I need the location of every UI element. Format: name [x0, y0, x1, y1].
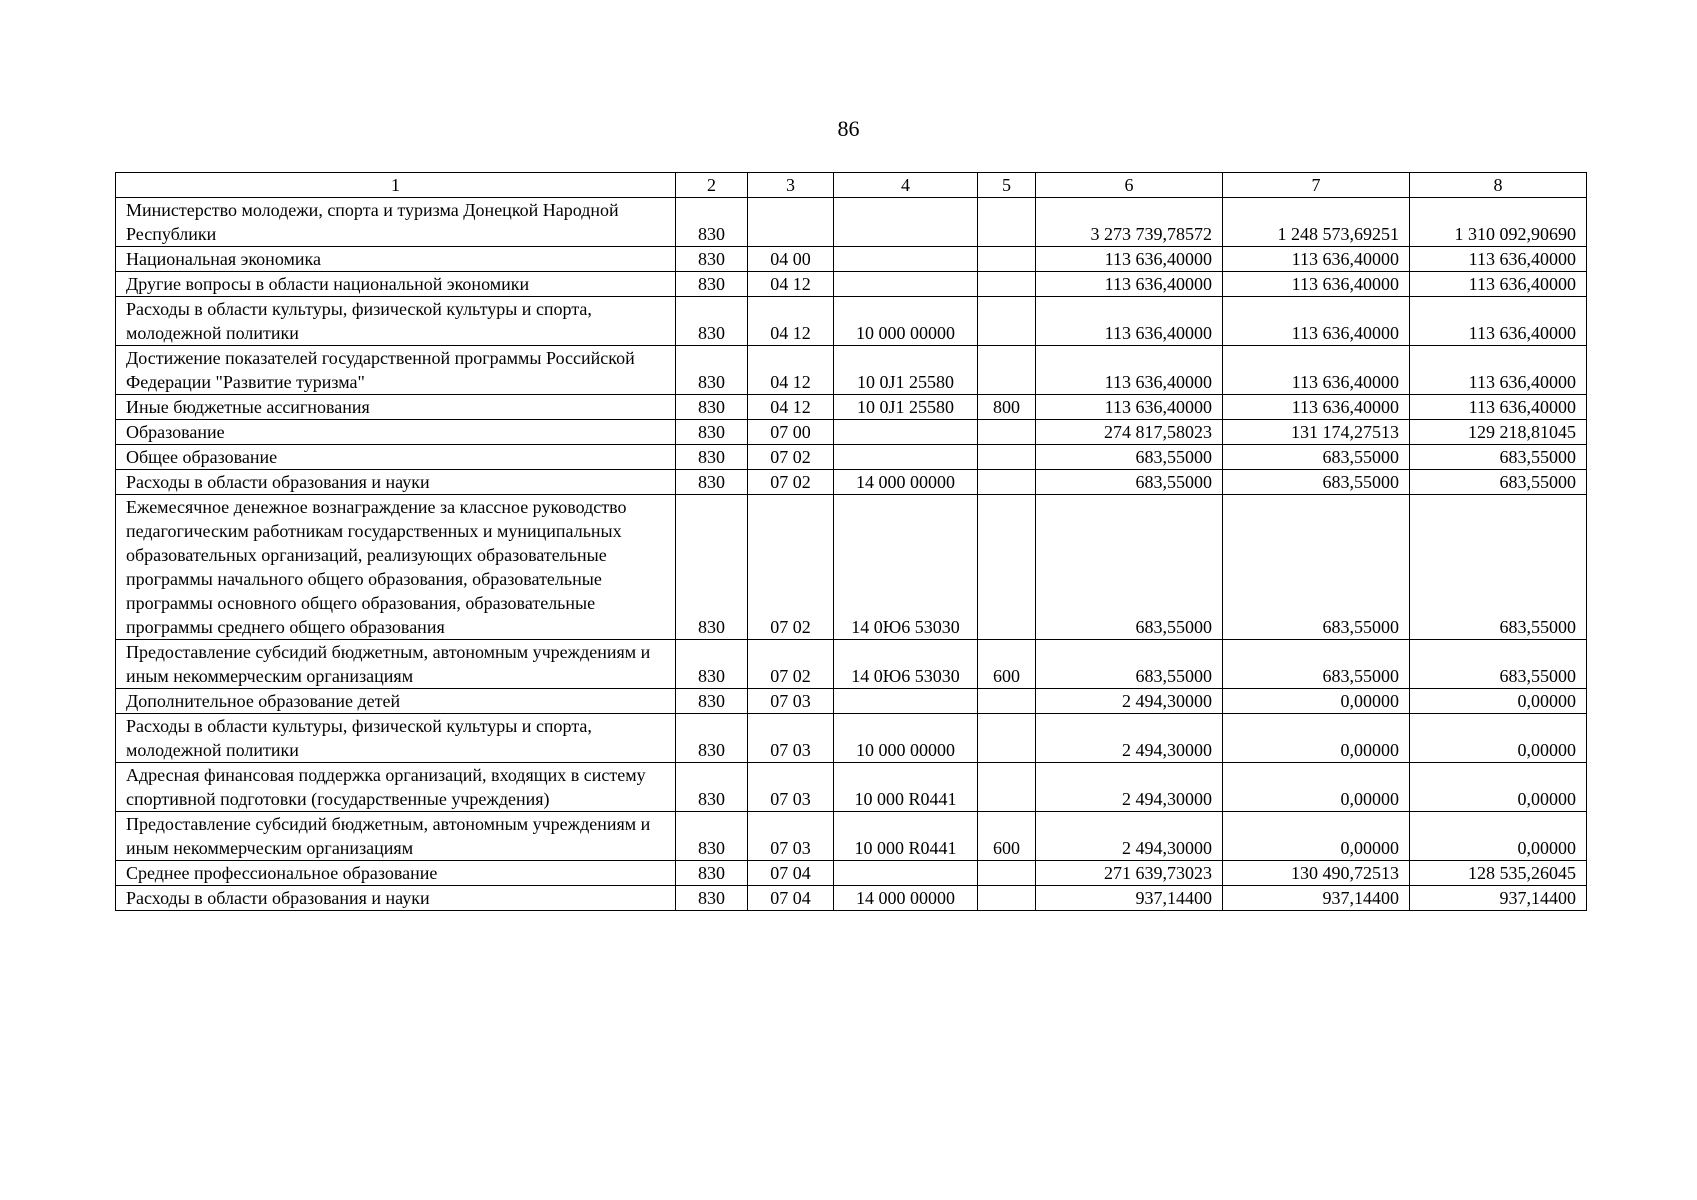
cell-target-article	[834, 445, 978, 470]
cell-expense-type	[978, 297, 1036, 346]
cell-amount-col6: 113 636,40000	[1036, 247, 1223, 272]
budget-table	[115, 172, 1587, 911]
cell-section-code	[748, 198, 834, 247]
cell-section-code: 07 02	[748, 640, 834, 689]
cell-section-code: 07 03	[748, 689, 834, 714]
cell-amount-col6: 683,55000	[1036, 470, 1223, 495]
table-body	[116, 198, 1587, 911]
cell-amount-col6: 683,55000	[1036, 495, 1223, 640]
cell-amount-col8: 113 636,40000	[1410, 297, 1587, 346]
table-header-row	[116, 173, 1587, 198]
cell-target-article: 10 000 R0441	[834, 763, 978, 812]
cell-amount-col7: 0,00000	[1223, 689, 1410, 714]
cell-ministry-code: 830	[676, 272, 748, 297]
cell-amount-col6: 3 273 739,78572	[1036, 198, 1223, 247]
cell-amount-col7: 130 490,72513	[1223, 861, 1410, 886]
cell-amount-col7: 131 174,27513	[1223, 420, 1410, 445]
cell-expense-type: 600	[978, 812, 1036, 861]
cell-amount-col7: 0,00000	[1223, 812, 1410, 861]
cell-ministry-code: 830	[676, 297, 748, 346]
cell-name: Национальная экономика	[116, 247, 676, 272]
cell-expense-type	[978, 861, 1036, 886]
cell-expense-type	[978, 247, 1036, 272]
cell-amount-col7: 0,00000	[1223, 763, 1410, 812]
cell-ministry-code: 830	[676, 247, 748, 272]
cell-section-code: 04 12	[748, 346, 834, 395]
column-header-6: 6	[1036, 173, 1223, 198]
cell-amount-col8: 683,55000	[1410, 445, 1587, 470]
cell-name: Образование	[116, 420, 676, 445]
cell-amount-col7: 683,55000	[1223, 445, 1410, 470]
cell-target-article: 10 000 R0441	[834, 812, 978, 861]
cell-amount-col7: 0,00000	[1223, 714, 1410, 763]
table-row	[116, 297, 1587, 346]
column-header-4: 4	[834, 173, 978, 198]
cell-target-article	[834, 247, 978, 272]
cell-section-code: 04 00	[748, 247, 834, 272]
cell-section-code: 07 02	[748, 495, 834, 640]
cell-amount-col8: 683,55000	[1410, 470, 1587, 495]
cell-name: Дополнительное образование детей	[116, 689, 676, 714]
cell-amount-col6: 271 639,73023	[1036, 861, 1223, 886]
table-row	[116, 689, 1587, 714]
cell-section-code: 04 12	[748, 297, 834, 346]
cell-amount-col7: 683,55000	[1223, 470, 1410, 495]
column-header-8: 8	[1410, 173, 1587, 198]
cell-amount-col8: 0,00000	[1410, 689, 1587, 714]
cell-ministry-code: 830	[676, 763, 748, 812]
cell-expense-type: 800	[978, 395, 1036, 420]
table-row	[116, 395, 1587, 420]
cell-name: Среднее профессиональное образование	[116, 861, 676, 886]
cell-expense-type	[978, 763, 1036, 812]
cell-amount-col6: 113 636,40000	[1036, 272, 1223, 297]
cell-section-code: 07 03	[748, 714, 834, 763]
cell-name: Министерство молодежи, спорта и туризма Донецкой Народной Республики	[116, 198, 676, 247]
cell-amount-col6: 113 636,40000	[1036, 346, 1223, 395]
cell-amount-col6: 2 494,30000	[1036, 689, 1223, 714]
cell-target-article	[834, 689, 978, 714]
cell-amount-col8: 683,55000	[1410, 495, 1587, 640]
cell-target-article: 14 0Ю6 53030	[834, 495, 978, 640]
cell-target-article: 10 000 00000	[834, 297, 978, 346]
table-row	[116, 346, 1587, 395]
cell-expense-type	[978, 420, 1036, 445]
cell-amount-col7: 113 636,40000	[1223, 395, 1410, 420]
cell-name: Иные бюджетные ассигнования	[116, 395, 676, 420]
table-row	[116, 640, 1587, 689]
cell-ministry-code: 830	[676, 689, 748, 714]
column-header-1: 1	[116, 173, 676, 198]
cell-section-code: 07 04	[748, 886, 834, 911]
cell-section-code: 07 02	[748, 470, 834, 495]
cell-ministry-code: 830	[676, 640, 748, 689]
cell-target-article	[834, 272, 978, 297]
column-header-5: 5	[978, 173, 1036, 198]
cell-amount-col8: 113 636,40000	[1410, 395, 1587, 420]
table-row	[116, 861, 1587, 886]
cell-target-article	[834, 861, 978, 886]
cell-amount-col7: 113 636,40000	[1223, 346, 1410, 395]
cell-name: Расходы в области культуры, физической культуры и спорта, молодежной политики	[116, 297, 676, 346]
cell-expense-type	[978, 445, 1036, 470]
table-row	[116, 714, 1587, 763]
cell-ministry-code: 830	[676, 714, 748, 763]
column-header-7: 7	[1223, 173, 1410, 198]
cell-amount-col8: 0,00000	[1410, 714, 1587, 763]
cell-ministry-code: 830	[676, 812, 748, 861]
cell-amount-col6: 274 817,58023	[1036, 420, 1223, 445]
cell-amount-col8: 937,14400	[1410, 886, 1587, 911]
cell-expense-type	[978, 346, 1036, 395]
cell-amount-col8: 0,00000	[1410, 812, 1587, 861]
cell-ministry-code: 830	[676, 420, 748, 445]
table-row	[116, 420, 1587, 445]
cell-section-code: 07 00	[748, 420, 834, 445]
cell-name: Общее образование	[116, 445, 676, 470]
cell-amount-col8: 1 310 092,90690	[1410, 198, 1587, 247]
cell-target-article: 14 000 00000	[834, 470, 978, 495]
cell-section-code: 04 12	[748, 395, 834, 420]
table-row	[116, 247, 1587, 272]
cell-name: Предоставление субсидий бюджетным, автономным учреждениям и иным некоммерческим организациям	[116, 640, 676, 689]
cell-amount-col7: 683,55000	[1223, 495, 1410, 640]
cell-name: Расходы в области образования и науки	[116, 886, 676, 911]
page-number: 86	[837, 116, 860, 141]
cell-expense-type	[978, 272, 1036, 297]
cell-section-code: 07 03	[748, 812, 834, 861]
table-row	[116, 445, 1587, 470]
cell-amount-col7: 937,14400	[1223, 886, 1410, 911]
cell-expense-type	[978, 886, 1036, 911]
cell-amount-col8: 0,00000	[1410, 763, 1587, 812]
cell-amount-col8: 128 535,26045	[1410, 861, 1587, 886]
table-row	[116, 812, 1587, 861]
cell-expense-type: 600	[978, 640, 1036, 689]
cell-name: Предоставление субсидий бюджетным, автономным учреждениям и иным некоммерческим организациям	[116, 812, 676, 861]
cell-amount-col6: 113 636,40000	[1036, 395, 1223, 420]
cell-ministry-code: 830	[676, 445, 748, 470]
cell-name: Расходы в области образования и науки	[116, 470, 676, 495]
cell-target-article: 10 000 00000	[834, 714, 978, 763]
cell-amount-col6: 2 494,30000	[1036, 714, 1223, 763]
cell-section-code: 04 12	[748, 272, 834, 297]
cell-target-article: 10 0J1 25580	[834, 395, 978, 420]
cell-amount-col6: 113 636,40000	[1036, 297, 1223, 346]
cell-amount-col6: 2 494,30000	[1036, 763, 1223, 812]
cell-target-article: 10 0J1 25580	[834, 346, 978, 395]
cell-expense-type	[978, 689, 1036, 714]
cell-amount-col6: 2 494,30000	[1036, 812, 1223, 861]
cell-ministry-code: 830	[676, 346, 748, 395]
cell-amount-col6: 937,14400	[1036, 886, 1223, 911]
cell-amount-col7: 1 248 573,69251	[1223, 198, 1410, 247]
cell-amount-col8: 113 636,40000	[1410, 346, 1587, 395]
table-row	[116, 272, 1587, 297]
cell-ministry-code: 830	[676, 886, 748, 911]
cell-amount-col7: 113 636,40000	[1223, 247, 1410, 272]
cell-expense-type	[978, 495, 1036, 640]
cell-amount-col6: 683,55000	[1036, 640, 1223, 689]
cell-amount-col8: 113 636,40000	[1410, 247, 1587, 272]
cell-target-article: 14 0Ю6 53030	[834, 640, 978, 689]
cell-section-code: 07 03	[748, 763, 834, 812]
table-row	[116, 495, 1587, 640]
cell-expense-type	[978, 198, 1036, 247]
cell-amount-col8: 683,55000	[1410, 640, 1587, 689]
cell-ministry-code: 830	[676, 395, 748, 420]
table-row	[116, 763, 1587, 812]
cell-ministry-code: 830	[676, 198, 748, 247]
cell-amount-col8: 129 218,81045	[1410, 420, 1587, 445]
table-row	[116, 470, 1587, 495]
cell-amount-col7: 113 636,40000	[1223, 272, 1410, 297]
cell-ministry-code: 830	[676, 470, 748, 495]
cell-name: Достижение показателей государственной программы Российской Федерации "Развитие туризма"	[116, 346, 676, 395]
cell-target-article: 14 000 00000	[834, 886, 978, 911]
cell-name: Другие вопросы в области национальной экономики	[116, 272, 676, 297]
cell-name: Расходы в области культуры, физической культуры и спорта, молодежной политики	[116, 714, 676, 763]
cell-amount-col8: 113 636,40000	[1410, 272, 1587, 297]
column-header-2: 2	[676, 173, 748, 198]
cell-name: Адресная финансовая поддержка организаций, входящих в систему спортивной подготовки (государственные учреждения)	[116, 763, 676, 812]
cell-expense-type	[978, 714, 1036, 763]
cell-amount-col7: 683,55000	[1223, 640, 1410, 689]
cell-section-code: 07 02	[748, 445, 834, 470]
cell-amount-col7: 113 636,40000	[1223, 297, 1410, 346]
cell-target-article	[834, 420, 978, 445]
cell-target-article	[834, 198, 978, 247]
cell-ministry-code: 830	[676, 861, 748, 886]
cell-name: Ежемесячное денежное вознаграждение за классное руководство педагогическим работникам государственных и муниципальных образовательных организаций, реализующих образовательные программы начального общего образования, образовательные программы основного общего образования, образовательные программы среднего общего образования	[116, 495, 676, 640]
cell-amount-col6: 683,55000	[1036, 445, 1223, 470]
cell-section-code: 07 04	[748, 861, 834, 886]
table-row	[116, 886, 1587, 911]
cell-expense-type	[978, 470, 1036, 495]
cell-ministry-code: 830	[676, 495, 748, 640]
column-header-3: 3	[748, 173, 834, 198]
table-row	[116, 198, 1587, 247]
